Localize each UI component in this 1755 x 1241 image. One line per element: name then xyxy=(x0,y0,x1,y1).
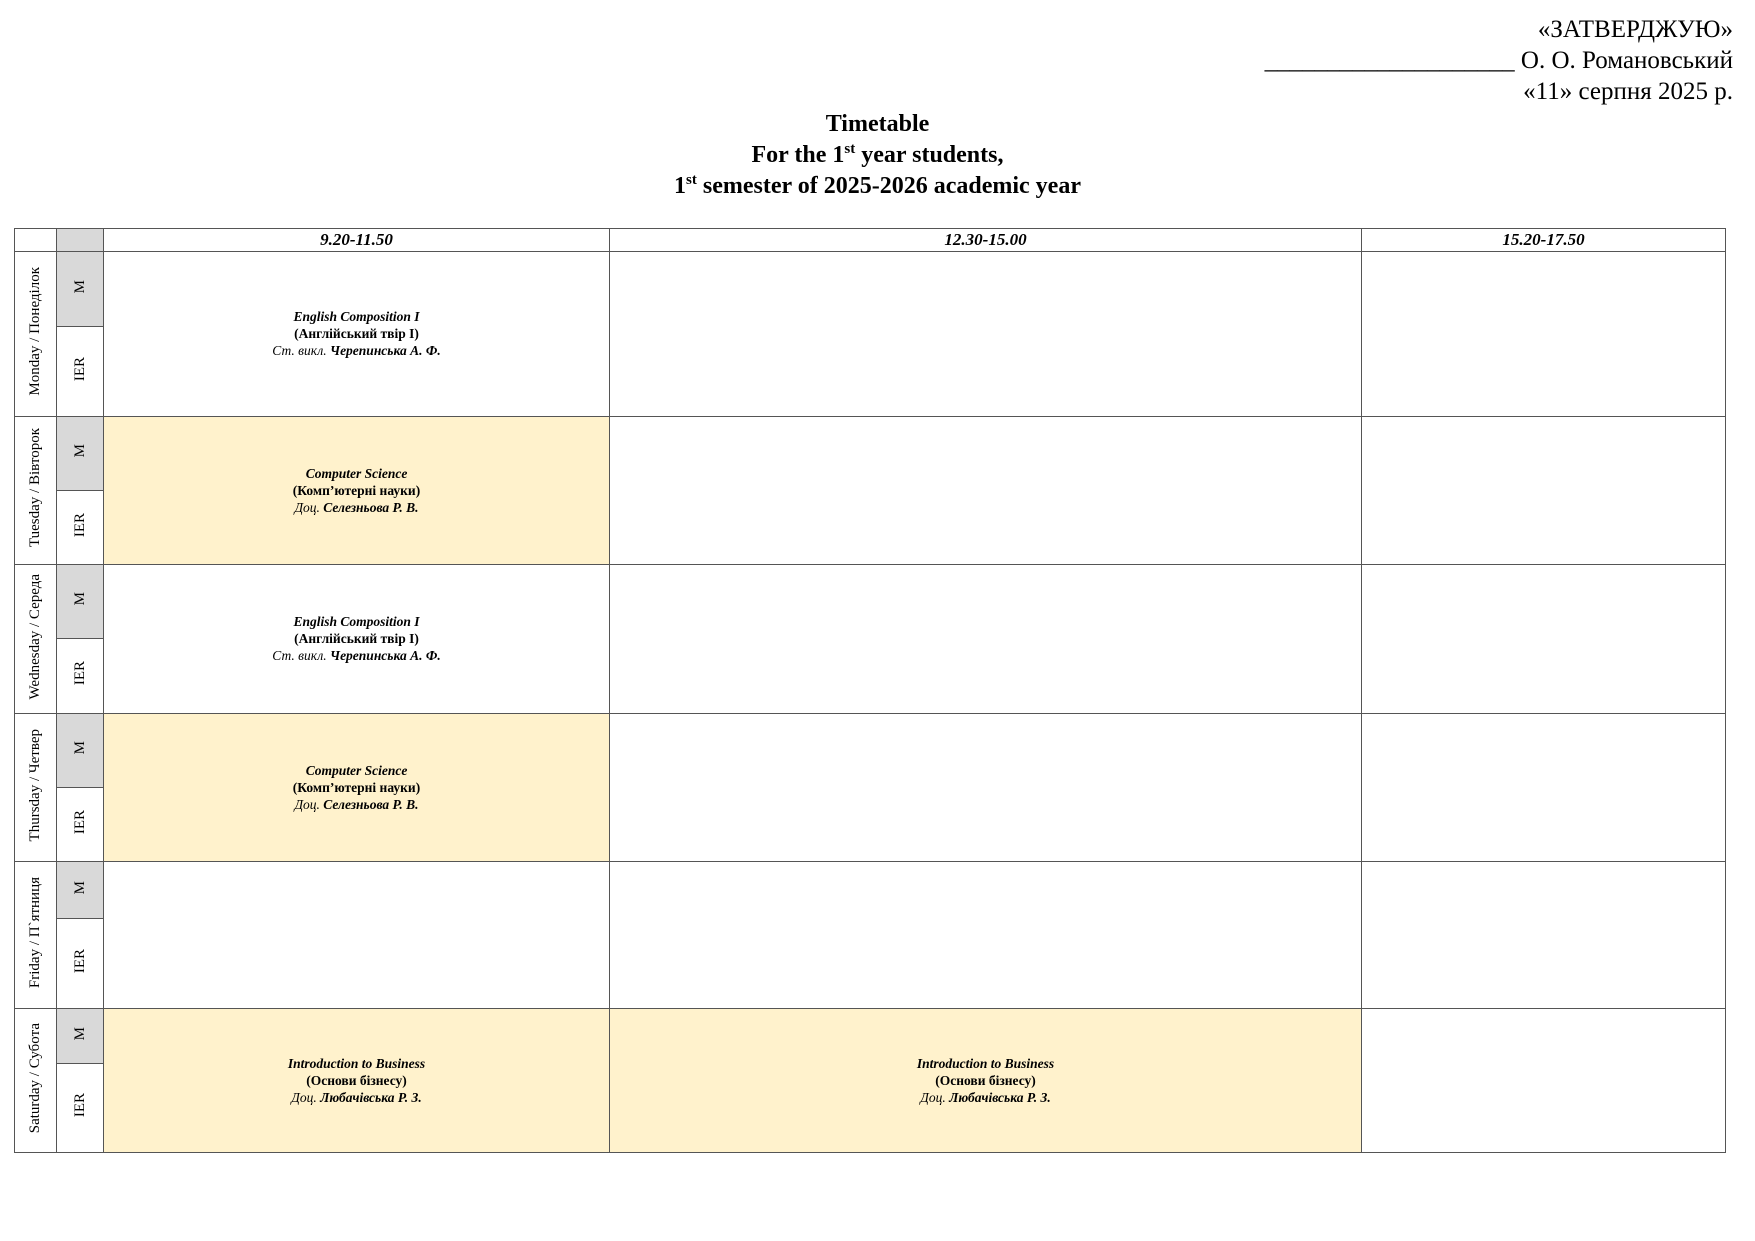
approval-signature: ____________________ О. О. Романовський xyxy=(1264,47,1733,74)
empty-cell xyxy=(610,416,1362,564)
slot-header: 9.20-11.50 xyxy=(104,229,610,252)
slot-header: 12.30-15.00 xyxy=(610,229,1362,252)
empty-cell xyxy=(610,252,1362,417)
lesson-teacher xyxy=(104,647,609,664)
lesson-cell xyxy=(104,252,610,417)
lesson-subject: English Composition I xyxy=(293,309,420,325)
table-row xyxy=(15,565,1726,639)
header-row xyxy=(15,229,1726,252)
empty-cell xyxy=(1362,1009,1726,1153)
group-cell-m xyxy=(57,1009,104,1063)
approval-block xyxy=(1265,14,1733,107)
title-line-2-text: For the 1 xyxy=(751,142,845,168)
group-label: IER xyxy=(71,661,88,686)
title-line-3-end: semester of 2025-2026 academic year xyxy=(696,173,1081,199)
group-cell-m xyxy=(57,713,104,787)
approval-heading: «ЗАТВЕРДЖУЮ» xyxy=(1537,16,1733,43)
lesson-subject-ua: (Англійський твір I) xyxy=(294,326,419,342)
teacher-name: Любачівська Р. З. xyxy=(320,1090,422,1106)
group-label: M xyxy=(71,880,88,895)
teacher-name: Любачівська Р. З. xyxy=(949,1090,1051,1106)
teacher-rank: Ст. викл. xyxy=(272,648,327,664)
day-label: Saturday / Субота xyxy=(27,1023,43,1134)
lesson-teacher xyxy=(610,1089,1361,1106)
day-cell xyxy=(15,565,57,713)
empty-cell xyxy=(1362,861,1726,1008)
day-cell xyxy=(15,1009,57,1153)
day-label: Monday / Понеділок xyxy=(27,267,43,396)
lesson-teacher xyxy=(104,796,609,813)
approval-date: «11» серпня 2025 р. xyxy=(1523,78,1733,105)
teacher-rank: Доц. xyxy=(920,1090,946,1106)
table-row xyxy=(15,252,1726,327)
day-cell xyxy=(15,713,57,861)
lesson-subject: English Composition I xyxy=(293,614,420,630)
empty-cell xyxy=(610,861,1362,1008)
lesson-subject: Computer Science xyxy=(305,762,408,778)
group-cell-ier xyxy=(57,490,104,564)
group-cell-m xyxy=(57,861,104,918)
day-label: Wednesday / Середа xyxy=(27,573,43,700)
teacher-rank: Доц. xyxy=(294,499,320,515)
group-cell-ier xyxy=(57,327,104,416)
group-cell-m xyxy=(57,252,104,327)
empty-cell xyxy=(1362,713,1726,861)
lesson-subject-ua: (Комп’ютерні науки) xyxy=(292,779,421,795)
group-label: M xyxy=(71,1026,88,1041)
title-line-2 xyxy=(0,140,1755,171)
empty-cell xyxy=(610,565,1362,713)
empty-cell xyxy=(1362,416,1726,564)
group-label: M xyxy=(71,592,88,606)
lesson-subject: Introduction to Business xyxy=(287,1056,426,1072)
day-cell xyxy=(15,861,57,1008)
lesson-cell xyxy=(104,1009,610,1153)
lesson-subject-ua: (Англійський твір I) xyxy=(294,631,419,647)
corner-cell-group xyxy=(57,229,104,252)
group-label: M xyxy=(71,740,88,755)
lesson-subject: Introduction to Business xyxy=(916,1056,1055,1072)
group-cell-ier xyxy=(57,639,104,713)
title-line-1: Timetable xyxy=(825,111,930,137)
page-title xyxy=(0,109,1755,202)
title-line-3-text: 1 xyxy=(674,173,687,199)
group-label: IER xyxy=(71,809,88,834)
group-cell-ier xyxy=(57,1063,104,1152)
lesson-subject-ua: (Основи бізнесу) xyxy=(306,1073,407,1089)
teacher-rank: Доц. xyxy=(291,1090,317,1106)
group-cell-ier xyxy=(57,787,104,861)
lesson-cell xyxy=(104,565,610,713)
group-cell-ier xyxy=(57,919,104,1009)
table-row xyxy=(15,713,1726,787)
lesson-subject: Computer Science xyxy=(305,465,408,481)
timetable xyxy=(14,228,1726,1153)
table-row xyxy=(15,416,1726,490)
title-line-3 xyxy=(0,171,1755,202)
day-cell xyxy=(15,416,57,564)
teacher-name: Черепинська А. Ф. xyxy=(329,648,441,664)
teacher-name: Селезньова Р. В. xyxy=(323,796,419,812)
lesson-subject-ua: (Основи бізнесу) xyxy=(935,1073,1036,1089)
lesson-cell xyxy=(104,713,610,861)
lesson-teacher xyxy=(104,1089,609,1106)
slot-header: 15.20-17.50 xyxy=(1362,229,1726,252)
group-cell-m xyxy=(57,565,104,639)
empty-cell xyxy=(1362,565,1726,713)
empty-cell xyxy=(1362,252,1726,417)
day-cell xyxy=(15,252,57,417)
lesson-subject-ua: (Комп’ютерні науки) xyxy=(292,482,421,498)
title-line-2-end: year students, xyxy=(855,142,1004,168)
teacher-rank: Ст. викл. xyxy=(272,343,327,359)
day-label: Friday / П`ятниця xyxy=(27,877,43,989)
table-row xyxy=(15,1009,1726,1063)
teacher-name: Черепинська А. Ф. xyxy=(329,343,441,359)
group-label: M xyxy=(71,280,88,294)
group-cell-m xyxy=(57,416,104,490)
lesson-cell xyxy=(104,416,610,564)
lesson-teacher xyxy=(104,342,609,359)
group-label: IER xyxy=(71,949,88,974)
day-label: Thursday / Четвер xyxy=(27,728,43,841)
empty-cell xyxy=(104,861,610,1008)
teacher-name: Селезньова Р. В. xyxy=(323,499,419,515)
teacher-rank: Доц. xyxy=(294,796,320,812)
title-line-3-sup: st xyxy=(686,172,697,188)
group-label: M xyxy=(71,444,88,458)
empty-cell xyxy=(610,713,1362,861)
day-label: Tuesday / Вівторок xyxy=(27,428,43,548)
lesson-cell xyxy=(610,1009,1362,1153)
corner-cell xyxy=(15,229,57,252)
group-label: IER xyxy=(71,1093,88,1118)
table-row xyxy=(15,861,1726,918)
title-line-2-sup: st xyxy=(844,141,856,157)
group-label: IER xyxy=(71,356,88,382)
group-label: IER xyxy=(71,512,88,538)
lesson-teacher xyxy=(104,499,609,516)
